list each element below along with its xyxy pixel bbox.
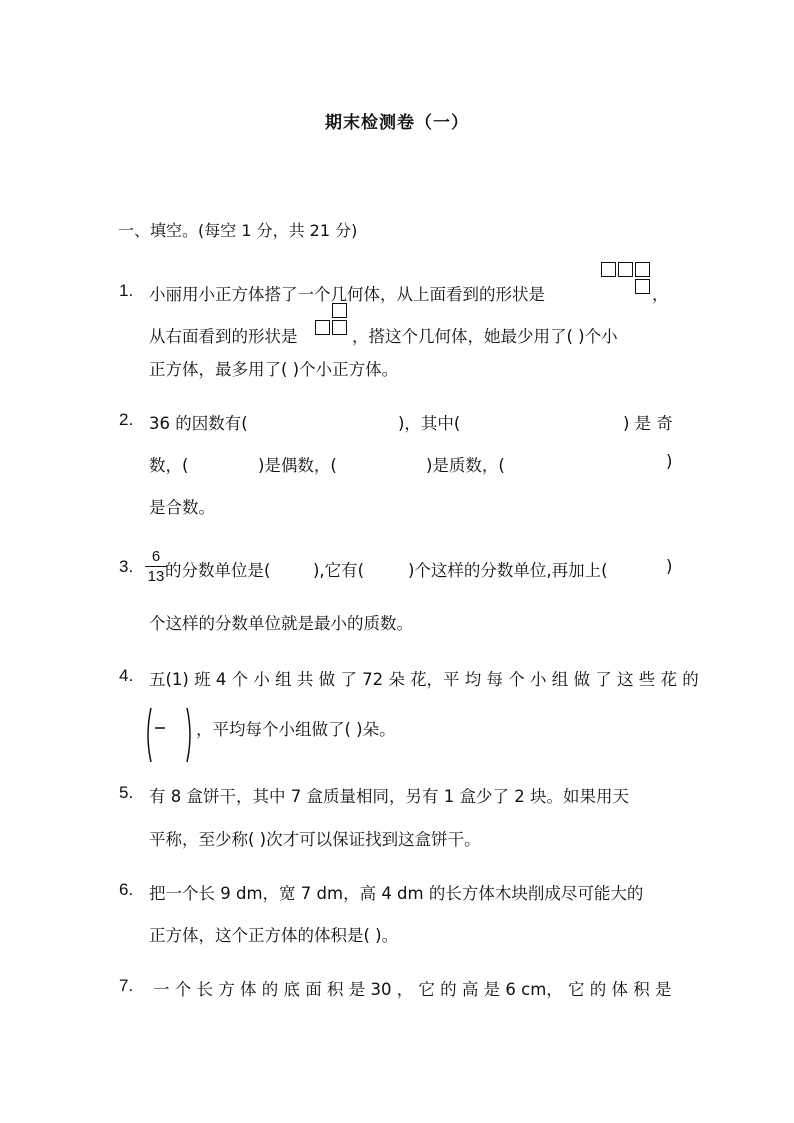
question-text: ): [666, 452, 673, 471]
question-number: 6.: [119, 880, 134, 899]
grid-cell: [332, 303, 347, 318]
question-text: 的分数单位是(: [165, 561, 271, 580]
left-paren: [148, 708, 151, 762]
question-text: 五(1) 班 4 个 小 组 共 做 了 72 朵 花，平 均 每 个 小 组 做 了 这 些 花 的: [149, 670, 699, 689]
fraction-numerator: 6: [151, 548, 161, 565]
question-text: ，平均每个小组做了( )朵。: [196, 720, 396, 739]
question-text: ，: [652, 285, 669, 304]
grid-cell: [601, 262, 616, 277]
question-text: 一 个 长 方 体 的 底 面 积 是 30 ， 它 的 高 是 6 cm， 它 的 体 积 是: [153, 980, 672, 999]
question-text: )个这样的分数单位,再加上(: [408, 561, 608, 580]
question-text: 正方体，这个正方体的体积是( )。: [149, 926, 399, 945]
question-text: 有 8 盒饼干，其中 7 盒质量相同，另有 1 盒少了 2 块。如果用天: [149, 787, 629, 806]
grid-cell: [635, 279, 650, 294]
question-text: 平称，至少称( )次才可以保证找到这盒饼干。: [149, 830, 481, 849]
grid-cell: [315, 320, 330, 335]
grid-cell: [618, 262, 633, 277]
question-text: )是偶数，(: [258, 456, 337, 475]
question-text: 数，(: [149, 456, 189, 475]
fraction: [145, 548, 167, 585]
question-number: 1.: [119, 281, 134, 300]
question-text: 个这样的分数单位就是最小的质数。: [149, 614, 413, 633]
question-text: 从右面看到的形状是: [149, 327, 298, 346]
question-text: ),它有(: [313, 561, 365, 580]
question-number: 2.: [119, 410, 134, 429]
question-text: )，其中(: [398, 414, 461, 433]
section-heading: 一、填空。(每空 1 分，共 21 分): [118, 221, 358, 240]
question-text: 小丽用小正方体搭了一个几何体，从上面看到的形状是: [149, 285, 545, 304]
question-text: )是质数，(: [426, 456, 505, 475]
question-number: 3.: [119, 557, 134, 576]
question-text: 正方体，最多用了( )个小正方体。: [149, 360, 399, 379]
question-number: 7.: [119, 976, 134, 995]
question-text: ，搭这个几何体，她最少用了( )个小: [352, 327, 618, 346]
grid-cell: [635, 262, 650, 277]
question-text: 把一个长 9 dm，宽 7 dm，高 4 dm 的长方体木块削成尽可能大的: [149, 884, 644, 903]
page-title: 期末检测卷（一）: [325, 113, 469, 133]
question-text: ): [666, 557, 673, 576]
question-text: 是合数。: [149, 498, 215, 517]
fraction-bar: [145, 566, 167, 567]
question-text: ) 是 奇: [623, 414, 673, 433]
question-number: 4.: [119, 666, 134, 685]
right-paren: [187, 708, 190, 762]
fraction-denominator: 13: [147, 568, 165, 585]
question-text: 36 的因数有(: [149, 414, 248, 433]
question-number: 5.: [119, 783, 134, 802]
fraction-blank: [143, 706, 197, 764]
grid-cell: [332, 320, 347, 335]
